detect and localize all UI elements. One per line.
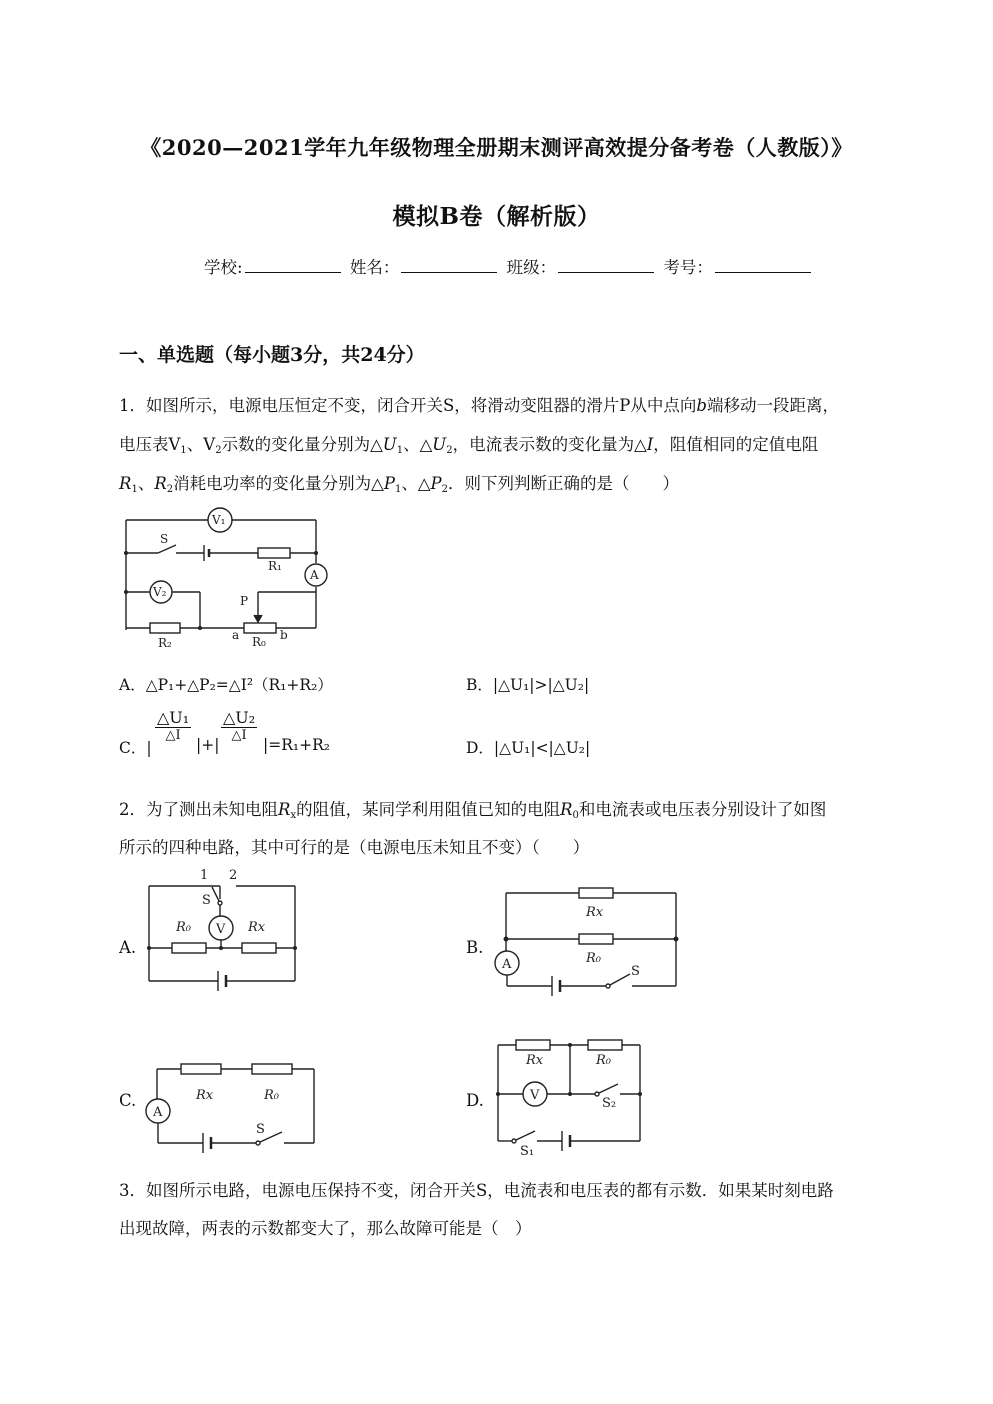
svg-text:Rx: Rx — [196, 1088, 214, 1103]
q1-circuit-figure — [118, 505, 328, 655]
svg-text:R₀: R₀ — [596, 1053, 611, 1068]
student-info-row — [204, 254, 815, 278]
fig1-label-v2: V₂ — [153, 585, 167, 599]
school-blank[interactable] — [245, 258, 341, 273]
name-label: 姓名： — [349, 258, 400, 277]
svg-text:V: V — [530, 1088, 540, 1103]
fig1-label-r0: R₀ — [252, 635, 266, 649]
fraction-du1-di: △U₁ △I — [157, 708, 190, 743]
section-title: 一、单选题（每小题3分，共24分） — [119, 344, 425, 366]
fig1-label-v1: V₁ — [212, 513, 226, 527]
document-subtitle: 模拟B卷（解析版） — [392, 203, 601, 230]
q1-line-3: $R_1$、$R_2$消耗电功率的变化量分别为$\triangle P_1$、$\triangle P_2$．则下列判断正确的是（ ） — [119, 474, 679, 495]
svg-text:R₀: R₀ — [176, 920, 191, 935]
svg-text:Rx: Rx — [586, 905, 604, 920]
school-label: 学校: — [204, 258, 243, 277]
q1-option-b[interactable]: B．|△U₁|>|△U₂| — [466, 676, 590, 694]
q2-option-a-label[interactable]: A. — [119, 938, 137, 957]
resistor-r0-icon — [252, 1064, 292, 1074]
name-blank[interactable] — [401, 258, 497, 273]
fig1-label-r2: R₂ — [158, 636, 172, 650]
q2-option-c-label[interactable]: C. — [119, 1091, 137, 1110]
svg-text:S₁: S₁ — [520, 1144, 535, 1159]
resistor-r2-icon — [150, 623, 180, 633]
q2-circuit-a — [140, 865, 310, 1005]
svg-text:R₀: R₀ — [264, 1088, 279, 1103]
resistor-r1-icon — [258, 548, 290, 558]
fig1-label-a-end: a — [232, 628, 240, 642]
q2-line-1: 2．为了测出未知电阻$R_x$的阻值，某同学利用阻值已知的电阻$R_0$和电流表或电压表分别设计了如图 — [119, 800, 827, 821]
q2-option-d-label[interactable]: D. — [466, 1091, 484, 1110]
q2-circuit-b — [490, 880, 690, 1000]
svg-text:S: S — [202, 893, 211, 908]
resistor-rx-icon — [181, 1064, 221, 1074]
fig1-label-r1: R₁ — [268, 559, 282, 573]
svg-text:Rx: Rx — [526, 1053, 544, 1068]
fig1-label-a: A — [310, 568, 319, 582]
fraction-du2-di: △U₂ △I — [223, 708, 256, 743]
q2-option-b-label[interactable]: B. — [466, 938, 484, 957]
fig1-label-p: P — [240, 594, 249, 608]
class-label: 班级： — [506, 258, 557, 277]
fig1-label-s: S — [160, 532, 169, 546]
resistor-r0-icon — [588, 1040, 622, 1050]
svg-text:S₂: S₂ — [602, 1096, 617, 1111]
svg-text:Rx: Rx — [248, 920, 266, 935]
resistor-rx-icon — [579, 888, 613, 898]
svg-text:A: A — [153, 1105, 163, 1120]
q3-line-1: 3．如图所示电路，电源电压保持不变，闭合开关S，电流表和电压表的都有示数．如果某时刻电路 — [119, 1181, 834, 1200]
q1-line-2: 电压表$V_1$、$V_2$示数的变化量分别为$\triangle U_1$、$\triangle U_2$，电流表示数的变化量为△I，阻值相同的定值电阻 — [119, 435, 819, 456]
fig1-label-b-end: b — [280, 628, 288, 642]
class-blank[interactable] — [558, 258, 654, 273]
exam-number-label: 考号： — [663, 258, 713, 277]
q2-circuit-c — [140, 1055, 330, 1155]
q3-line-2: 出现故障，两表的示数都变大了，那么故障可能是（ ） — [119, 1219, 532, 1238]
resistor-rx-icon — [242, 943, 276, 953]
resistor-rx-icon — [516, 1040, 550, 1050]
svg-text:S: S — [256, 1122, 265, 1137]
svg-text:R₀: R₀ — [586, 951, 601, 966]
resistor-r0-icon — [579, 934, 613, 944]
q1-line-1: 1．如图所示，电源电压恒定不变，闭合开关S，将滑动变阻器的滑片P从中点向b端移动一段距离， — [119, 396, 839, 415]
svg-text:A: A — [502, 957, 512, 972]
q2-line-2: 所示的四种电路，其中可行的是（电源电压未知且不变）（ ） — [119, 838, 590, 857]
svg-text:S: S — [631, 964, 640, 979]
exam-number-blank[interactable] — [715, 258, 811, 273]
svg-text:1: 1 — [200, 868, 209, 883]
q1-option-d[interactable]: D．|△U₁|<|△U₂| — [466, 739, 591, 757]
document-title: 《2020—2021学年九年级物理全册期末测评高效提分备考卷（人教版）》 — [140, 135, 853, 160]
q1-option-a[interactable]: A．△P₁+△P₂=△I²（R₁+R₂） — [119, 676, 333, 694]
q1-option-c[interactable]: C．| △U₁ △I |+| △U₂ △I |=R₁+R₂ — [119, 708, 330, 757]
rheostat-r0-icon — [244, 623, 276, 633]
svg-text:V: V — [216, 922, 226, 937]
svg-text:2: 2 — [229, 868, 238, 883]
q2-circuit-d — [490, 1033, 650, 1163]
resistor-r0-icon — [172, 943, 206, 953]
